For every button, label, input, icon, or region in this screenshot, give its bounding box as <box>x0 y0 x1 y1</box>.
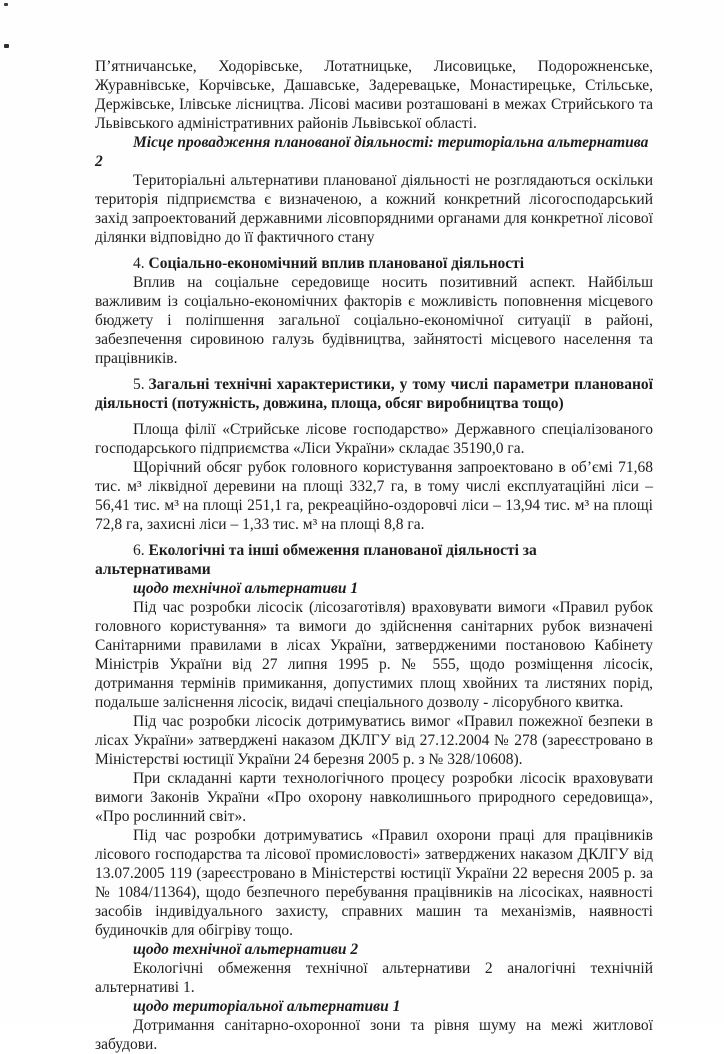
subheading-technical-alternative-2: щодо технічної альтернативи 2 <box>133 941 359 958</box>
paragraph-forestry-units: П’ятничанське, Ходорівське, Лотатницьке, Лисовицьке, Подорожненське, Журавнівське, Корчівське, Дашавське, Задеревацьке, Монастирецьке, Стільське, Держівське, Ілівське лісництва. Лісові масиви розташовані в межах Стрийського та Львівського адміністративних районів Львівської області. <box>95 58 653 132</box>
subheading-territorial-alternative-2: Місце провадження планованої діяльності: територіальна альтернатива 2 <box>95 134 649 170</box>
section-number: 4. <box>133 255 145 272</box>
scan-speck <box>4 3 8 6</box>
paragraph-branch-area: Площа філії «Стрийське лісове господарство» Державного спеціалізованого господарського підприємства «Ліси України» складає 35190,0 га. <box>95 421 653 457</box>
paragraph-sanitary-protection-zone: Дотримання санітарно-охоронної зони та рівня шуму на межі житлової забудови. <box>95 1017 653 1053</box>
scan-speck <box>4 44 9 48</box>
paragraph-technological-process-map: При складанні карти технологічного процесу розробки лісосік враховувати вимоги Законів України «Про охорону навколишнього природного середовища», «Про рослинний світ». <box>95 770 653 825</box>
section-heading-6 <box>95 541 653 579</box>
paragraph-logging-rules: Під час розробки лісосік (лісозаготівля) враховувати вимоги «Правил рубок головного користування» та вимоги до здійснення санітарних рубок визначені Санітарними правилами в лісах України, затвердженими постановою Кабінету Міністрів України від 27 липня 1995 р. № 555, щодо розміщення лісосік, дотримання термінів примикання, допустимих площ хвойних та листяних порід, подальше заліснення лісосік, видачі спеціального дозволу - лісорубного квитка. <box>95 599 653 711</box>
section-heading-5 <box>95 375 653 413</box>
section-heading-4 <box>95 254 653 273</box>
paragraph-annual-harvest-volume: Щорічний обсяг рубок головного користування запроектовано в об’ємі 71,68 тис. м³ ліквідної деревини на площі 332,7 га, в тому числі експлуатаційні ліси – 56,41 тис. м³ на площі 251,1 га, рекреаційно-оздоровчі ліси – 13,94 тис. м³ на площі 72,8 га, захисні ліси – 1,33 тис. м³ на площі 8,8 га. <box>95 459 653 533</box>
subheading-territorial-alternative-1: щодо територіальної альтернативи 1 <box>133 998 401 1015</box>
document-content <box>95 57 653 1054</box>
subheading-technical-alternative-1: щодо технічної альтернативи 1 <box>133 580 359 597</box>
section-title: Екологічні та інші обмеження планованої діяльності за альтернативами <box>95 542 537 578</box>
paragraph-territorial-alternatives: Територіальні альтернативи планованої діяльності не розглядаються оскільки територія підприємства є визначеною, а кожний конкретний лісогосподарський захід запроектований державними лісовпорядними органами для конкретної лісової ділянки відповідно до її фактичного стану <box>95 172 653 246</box>
section-title: Соціально-економічний вплив планованої діяльності <box>148 255 525 272</box>
section-title: Загальні технічні характеристики, у тому числі параметри планованої діяльності (потужність, довжина, площа, обсяг виробництва тощо) <box>95 376 653 412</box>
paragraph-social-economic-impact: Вплив на соціальне середовище носить позитивний аспект. Найбільш важливим із соціально-економічних факторів є можливість поповнення місцевого бюджету і поліпшення загальної соціально-економічної ситуації в районі, забезпечення сировиною галузь будівництва, зайнятості місцевого населення та працівників. <box>95 274 653 367</box>
section-number: 5. <box>133 376 145 393</box>
paragraph-labor-protection-rules: Під час розробки дотримуватись «Правил охорони праці для працівників лісового господарства та лісової промисловості» затверджених наказом ДКЛГУ від 13.07.2005 119 (зареєстровано в Міністерстві юстиції України 22 вересня 2005 р. за № 1084/11364), щодо безпечного перебування працівників на лісосіках, наявності засобів індивідуального захисту, справних машин та механізмів, наявності будиночків для обігріву тощо. <box>95 827 653 939</box>
section-number: 6. <box>133 542 145 559</box>
paragraph-fire-safety-rules: Під час розробки лісосік дотримуватись вимог «Правил пожежної безпеки в лісах України» затверджені наказом ДКЛГУ від 27.12.2004 № 278 (зареєстровано в Міністерстві юстиції України 24 березня 2005 р. з № 328/10608). <box>95 713 653 768</box>
paragraph-ecological-limits-alt-2: Екологічні обмеження технічної альтернативи 2 аналогічні технічній альтернативі 1. <box>95 960 653 996</box>
